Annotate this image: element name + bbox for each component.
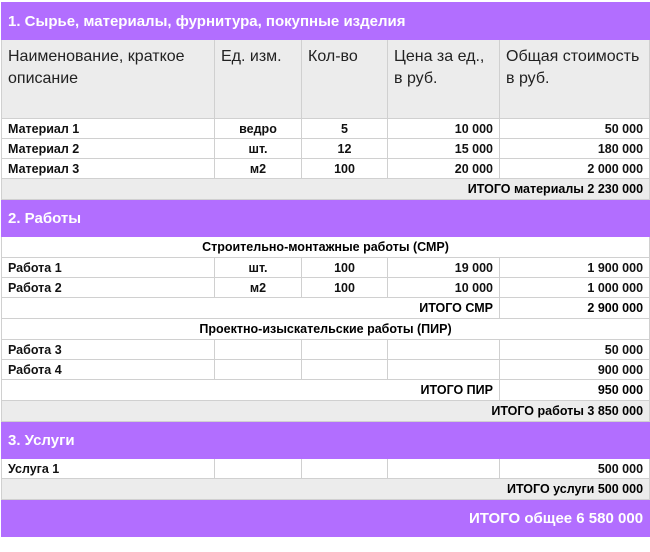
cell-total[interactable]: 900 000 xyxy=(500,360,650,380)
cell-name[interactable]: Работа 4 xyxy=(2,360,215,380)
subsection-title[interactable]: Проектно-изыскательские работы (ПИР) xyxy=(2,319,650,340)
total-services[interactable]: ИТОГО услуги 500 000 xyxy=(2,479,650,500)
cell-total[interactable]: 1 900 000 xyxy=(500,258,650,278)
cell-total[interactable]: 1 000 000 xyxy=(500,278,650,298)
subsection-header-pir xyxy=(2,319,650,340)
section-header-materials xyxy=(2,3,650,40)
col-header-name[interactable]: Наименование, краткое описание xyxy=(2,40,215,119)
cell-unit[interactable] xyxy=(215,340,302,360)
cell-qty[interactable]: 12 xyxy=(302,139,388,159)
cell-total[interactable]: 2 000 000 xyxy=(500,159,650,179)
cell-qty[interactable] xyxy=(302,459,388,479)
cell-qty[interactable] xyxy=(302,360,388,380)
total-row-smr xyxy=(2,298,650,319)
cell-total[interactable]: 180 000 xyxy=(500,139,650,159)
cell-name[interactable]: Работа 3 xyxy=(2,340,215,360)
cell-price[interactable] xyxy=(388,360,500,380)
table-row xyxy=(2,459,650,479)
section-title[interactable]: 3. Услуги xyxy=(2,422,650,459)
cell-unit[interactable]: шт. xyxy=(215,258,302,278)
section-header-services xyxy=(2,422,650,459)
col-header-qty[interactable]: Кол-во xyxy=(302,40,388,119)
table-row xyxy=(2,340,650,360)
cell-total[interactable]: 50 000 xyxy=(500,119,650,139)
cell-price[interactable] xyxy=(388,340,500,360)
cell-unit[interactable]: шт. xyxy=(215,139,302,159)
section-title[interactable]: 1. Сырье, материалы, фурнитура, покупные изделия xyxy=(2,3,650,40)
cell-unit[interactable]: ведро xyxy=(215,119,302,139)
cell-qty[interactable]: 100 xyxy=(302,258,388,278)
cell-name[interactable]: Материал 2 xyxy=(2,139,215,159)
cell-name[interactable]: Работа 1 xyxy=(2,258,215,278)
subsection-header-smr xyxy=(2,237,650,258)
cell-unit[interactable] xyxy=(215,459,302,479)
total-pir-value[interactable]: 950 000 xyxy=(500,380,650,401)
cell-total[interactable]: 500 000 xyxy=(500,459,650,479)
cell-unit[interactable] xyxy=(215,360,302,380)
table-row xyxy=(2,139,650,159)
table-row xyxy=(2,360,650,380)
total-smr-label[interactable]: ИТОГО СМР xyxy=(2,298,500,319)
total-materials[interactable]: ИТОГО материалы 2 230 000 xyxy=(2,179,650,200)
table-row xyxy=(2,119,650,139)
cell-qty[interactable]: 100 xyxy=(302,278,388,298)
cell-name[interactable]: Материал 1 xyxy=(2,119,215,139)
cell-price[interactable]: 10 000 xyxy=(388,278,500,298)
total-row-pir xyxy=(2,380,650,401)
cell-qty[interactable]: 100 xyxy=(302,159,388,179)
cell-price[interactable]: 15 000 xyxy=(388,139,500,159)
total-works[interactable]: ИТОГО работы 3 850 000 xyxy=(2,401,650,422)
subsection-title[interactable]: Строительно-монтажные работы (СМР) xyxy=(2,237,650,258)
table-row xyxy=(2,258,650,278)
column-header-row xyxy=(2,40,650,119)
cell-unit[interactable]: м2 xyxy=(215,159,302,179)
cell-name[interactable]: Услуга 1 xyxy=(2,459,215,479)
col-header-unit[interactable]: Ед. изм. xyxy=(215,40,302,119)
cell-name[interactable]: Работа 2 xyxy=(2,278,215,298)
cell-price[interactable] xyxy=(388,459,500,479)
total-smr-value[interactable]: 2 900 000 xyxy=(500,298,650,319)
cell-qty[interactable] xyxy=(302,340,388,360)
cell-price[interactable]: 19 000 xyxy=(388,258,500,278)
cell-unit[interactable]: м2 xyxy=(215,278,302,298)
total-row-works xyxy=(2,401,650,422)
total-row-materials xyxy=(2,179,650,200)
col-header-price[interactable]: Цена за ед., в руб. xyxy=(388,40,500,119)
cell-name[interactable]: Материал 3 xyxy=(2,159,215,179)
table-row xyxy=(2,278,650,298)
cell-total[interactable]: 50 000 xyxy=(500,340,650,360)
cell-price[interactable]: 10 000 xyxy=(388,119,500,139)
grand-total-row xyxy=(2,500,650,537)
total-pir-label[interactable]: ИТОГО ПИР xyxy=(2,380,500,401)
col-header-total[interactable]: Общая стоимость в руб. xyxy=(500,40,650,119)
table-row xyxy=(2,159,650,179)
cell-qty[interactable]: 5 xyxy=(302,119,388,139)
total-row-services xyxy=(2,479,650,500)
estimate-table xyxy=(1,2,650,537)
section-header-works xyxy=(2,200,650,237)
cell-price[interactable]: 20 000 xyxy=(388,159,500,179)
section-title[interactable]: 2. Работы xyxy=(2,200,650,237)
grand-total[interactable]: ИТОГО общее 6 580 000 xyxy=(2,500,650,537)
